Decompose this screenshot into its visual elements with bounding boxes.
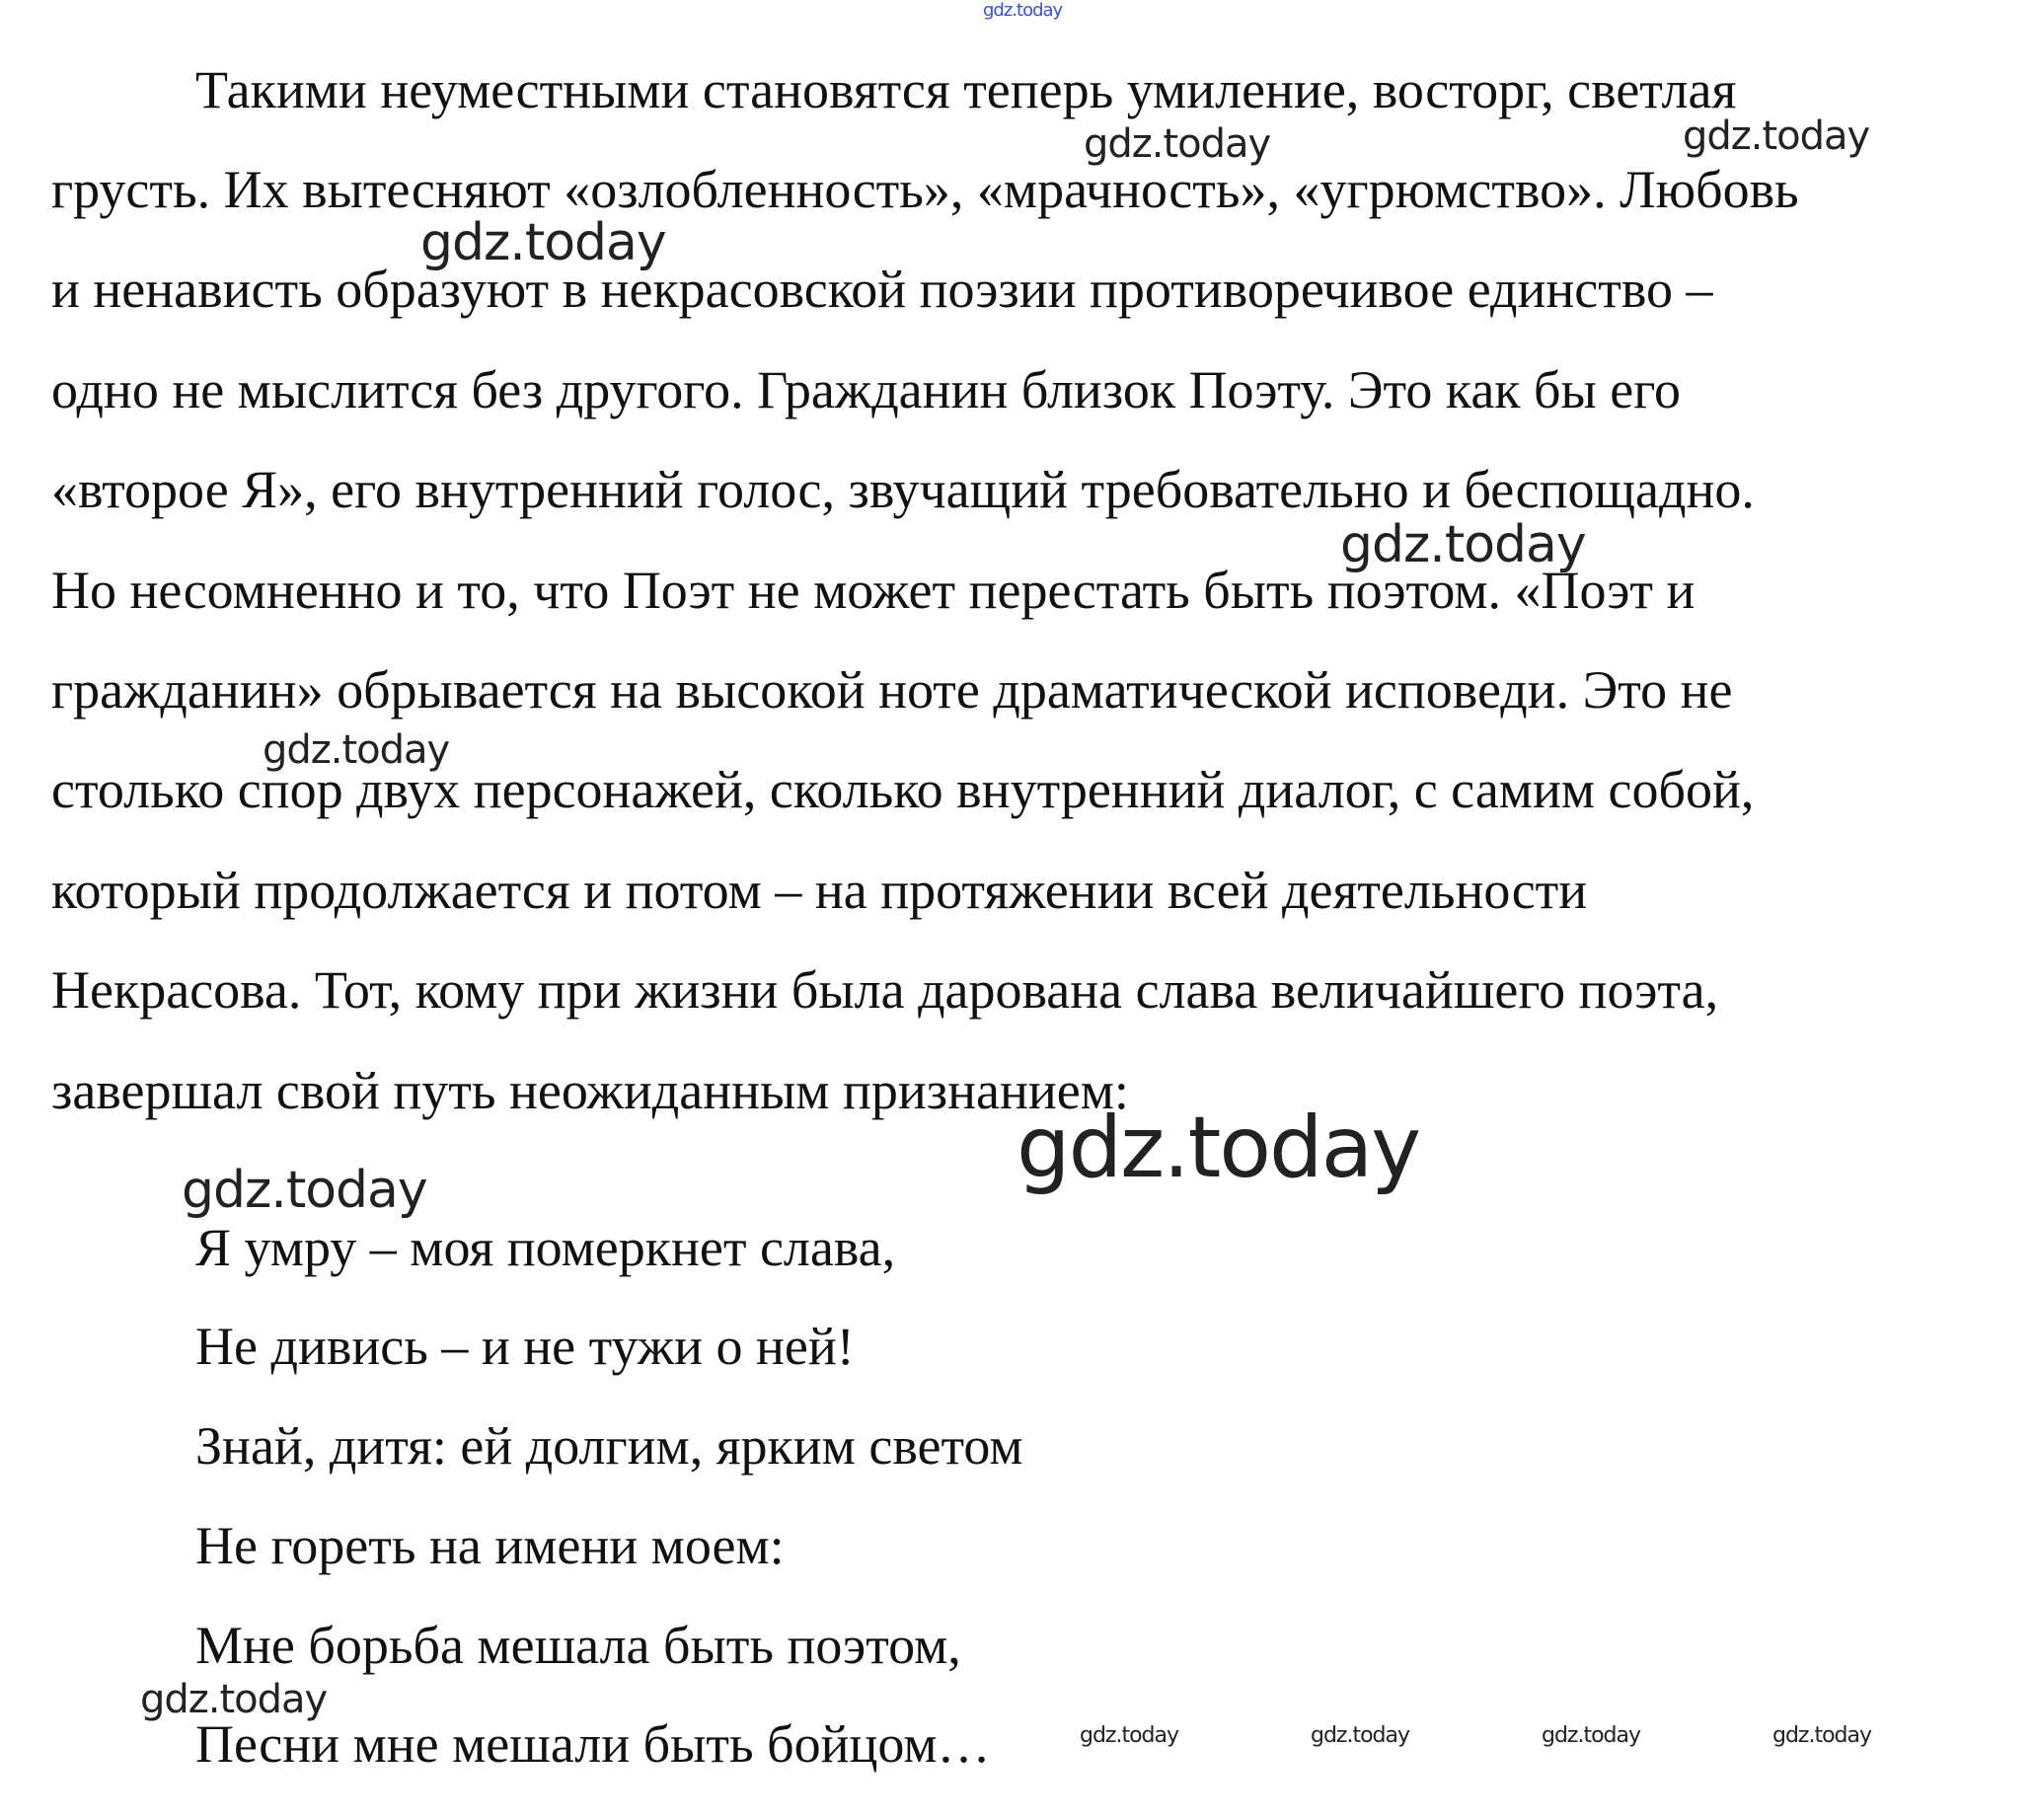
watermark: gdz.today xyxy=(140,1677,328,1722)
paragraph-line: «второе Я», его внутренний голос, звучащий требовательно и беспощадно. xyxy=(51,460,1755,519)
verse-line: Не дивись – и не тужи о ней! xyxy=(195,1317,855,1376)
verse-line: Я умру – моя померкнет слава, xyxy=(195,1218,896,1277)
watermark: gdz.today xyxy=(1772,1723,1872,1748)
paragraph-line: и ненависть образуют в некрасовской поэзии противоречивое единство – xyxy=(51,260,1713,319)
paragraph-line: одно не мыслится без другого. Гражданин близок Поэту. Это как бы его xyxy=(51,360,1682,419)
watermark: gdz.today xyxy=(263,727,450,773)
watermark: gdz.today xyxy=(983,0,1063,21)
paragraph-line: Такими неуместными становятся теперь умиление, восторг, светлая xyxy=(195,60,1737,119)
watermark: gdz.today xyxy=(1542,1723,1641,1748)
paragraph-line: Но несомненно и то, что Поэт не может перестать быть поэтом. «Поэт и xyxy=(51,561,1695,620)
paragraph-line: завершал свой путь неожиданным признанием: xyxy=(51,1061,1129,1120)
verse-line: Песни мне мешали быть бойцом… xyxy=(195,1714,991,1774)
watermark: gdz.today xyxy=(420,213,666,272)
watermark: gdz.today xyxy=(1080,1723,1179,1748)
verse-line: Знай, дитя: ей долгим, ярким светом xyxy=(195,1416,1023,1476)
paragraph-line: грусть. Их вытесняют «озлобленность», «мрачность», «угрюмство». Любовь xyxy=(51,160,1799,219)
watermark: gdz.today xyxy=(1311,1723,1410,1748)
paragraph-line: столько спор двух персонажей, сколько внутренний диалог, с самим собой, xyxy=(51,760,1755,819)
watermark: gdz.today xyxy=(1017,1099,1420,1197)
paragraph-line: гражданин» обрывается на высокой ноте драматической исповеди. Это не xyxy=(51,660,1733,720)
watermark: gdz.today xyxy=(1084,121,1271,167)
verse-line: Мне борьба мешала быть поэтом, xyxy=(195,1616,961,1675)
watermark: gdz.today xyxy=(1683,114,1870,159)
watermark: gdz.today xyxy=(1340,515,1586,574)
watermark: gdz.today xyxy=(182,1161,427,1220)
paragraph-line: который продолжается и потом – на протяжении всей деятельности xyxy=(51,861,1588,920)
paragraph-line: Некрасова. Тот, кому при жизни была дарована слава величайшего поэта, xyxy=(51,960,1719,1020)
verse-line: Не гореть на имени моем: xyxy=(195,1516,785,1575)
